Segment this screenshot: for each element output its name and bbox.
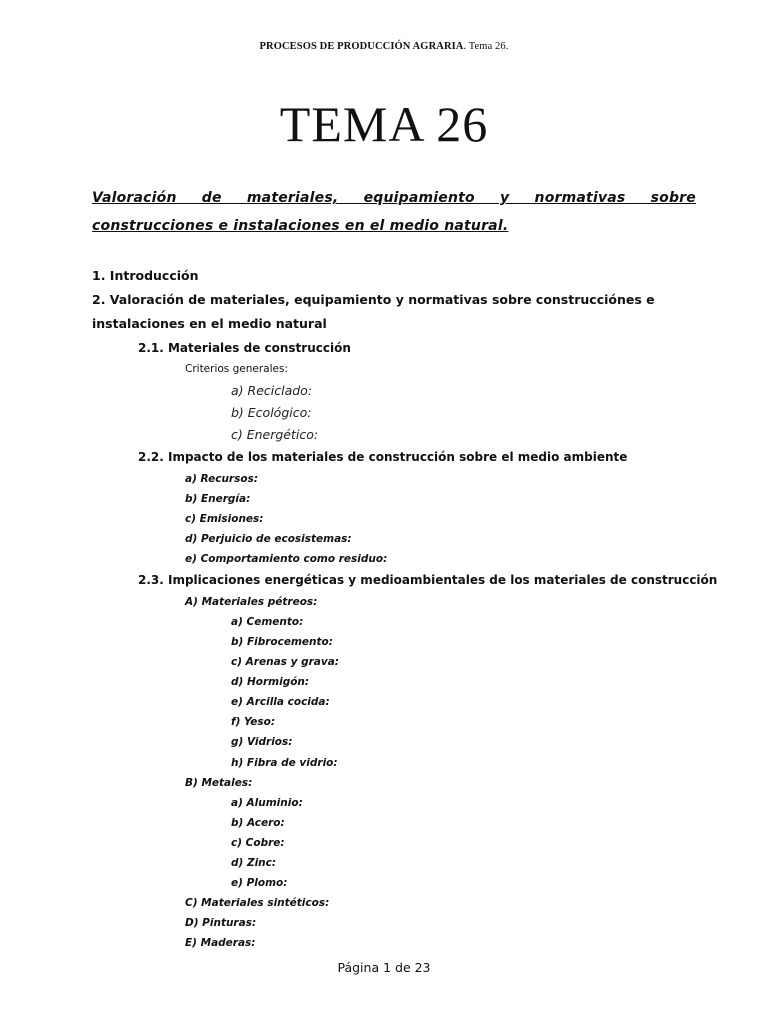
running-header	[0, 41, 768, 52]
toc-impact-item: a) Recursos:	[185, 473, 259, 485]
toc-group-b-item: b) Acero:	[231, 817, 285, 829]
toc-section-2-line1: 2. Valoración de materiales, equipamiento y normativas sobre construcciónes e	[92, 292, 655, 307]
toc-criteria-item: b) Ecológico:	[231, 405, 312, 420]
header-course-name: PROCESOS DE PRODUCCIÓN AGRARIA	[259, 41, 464, 52]
toc-group-e-label: E) Maderas:	[185, 937, 256, 949]
toc-group-a-item: c) Arenas y grava:	[231, 656, 339, 668]
toc-section-2-2: 2.2. Impacto de los materiales de construcción sobre el medio ambiente	[138, 450, 628, 464]
toc-group-d-label: D) Pinturas:	[185, 917, 257, 929]
toc-group-a-item: e) Arcilla cocida:	[231, 696, 330, 708]
toc-group-b-item: c) Cobre:	[231, 837, 285, 849]
toc-section-2-line2: instalaciones en el medio natural	[92, 316, 327, 331]
toc-impact-item: c) Emisiones:	[185, 513, 264, 525]
toc-group-a-label: A) Materiales pétreos:	[185, 596, 318, 608]
toc-group-b-item: a) Aluminio:	[231, 797, 303, 809]
toc-group-b-item: e) Plomo:	[231, 877, 288, 889]
toc-criteria-item: a) Reciclado:	[231, 383, 313, 398]
toc-impact-item: b) Energía:	[185, 493, 251, 505]
toc-section-1: 1. Introducción	[92, 268, 199, 283]
toc-group-a-item: h) Fibra de vidrio:	[231, 757, 338, 769]
toc-group-a-item: d) Hormigón:	[231, 676, 310, 688]
toc-group-a-item: a) Cemento:	[231, 616, 304, 628]
document-title: TEMA 26	[279, 96, 489, 152]
toc-section-2-1: 2.1. Materiales de construcción	[138, 341, 351, 355]
header-topic: . Tema 26.	[463, 41, 509, 52]
toc-impact-item: e) Comportamiento como residuo:	[185, 553, 388, 565]
toc-group-a-item: b) Fibrocemento:	[231, 636, 333, 648]
toc-group-b-label: B) Metales:	[185, 777, 253, 789]
toc-criteria-label: Criterios generales:	[185, 363, 288, 375]
page-number-footer: Página 1 de 23	[337, 960, 431, 975]
toc-group-b-item: d) Zinc:	[231, 857, 277, 869]
document-subject: Valoración de materiales, equipamiento y normativas sobre construcciones e instalaciones en el medio natural.	[92, 190, 696, 234]
toc-group-c-label: C) Materiales sintéticos:	[185, 897, 330, 909]
toc-section-2-3: 2.3. Implicaciones energéticas y medioambientales de los materiales de construcción	[138, 573, 718, 587]
toc-group-a-item: g) Vidrios:	[231, 736, 293, 748]
toc-impact-item: d) Perjuicio de ecosistemas:	[185, 533, 352, 545]
toc-group-a-item: f) Yeso:	[231, 716, 276, 728]
toc-criteria-item: c) Energético:	[231, 427, 319, 442]
